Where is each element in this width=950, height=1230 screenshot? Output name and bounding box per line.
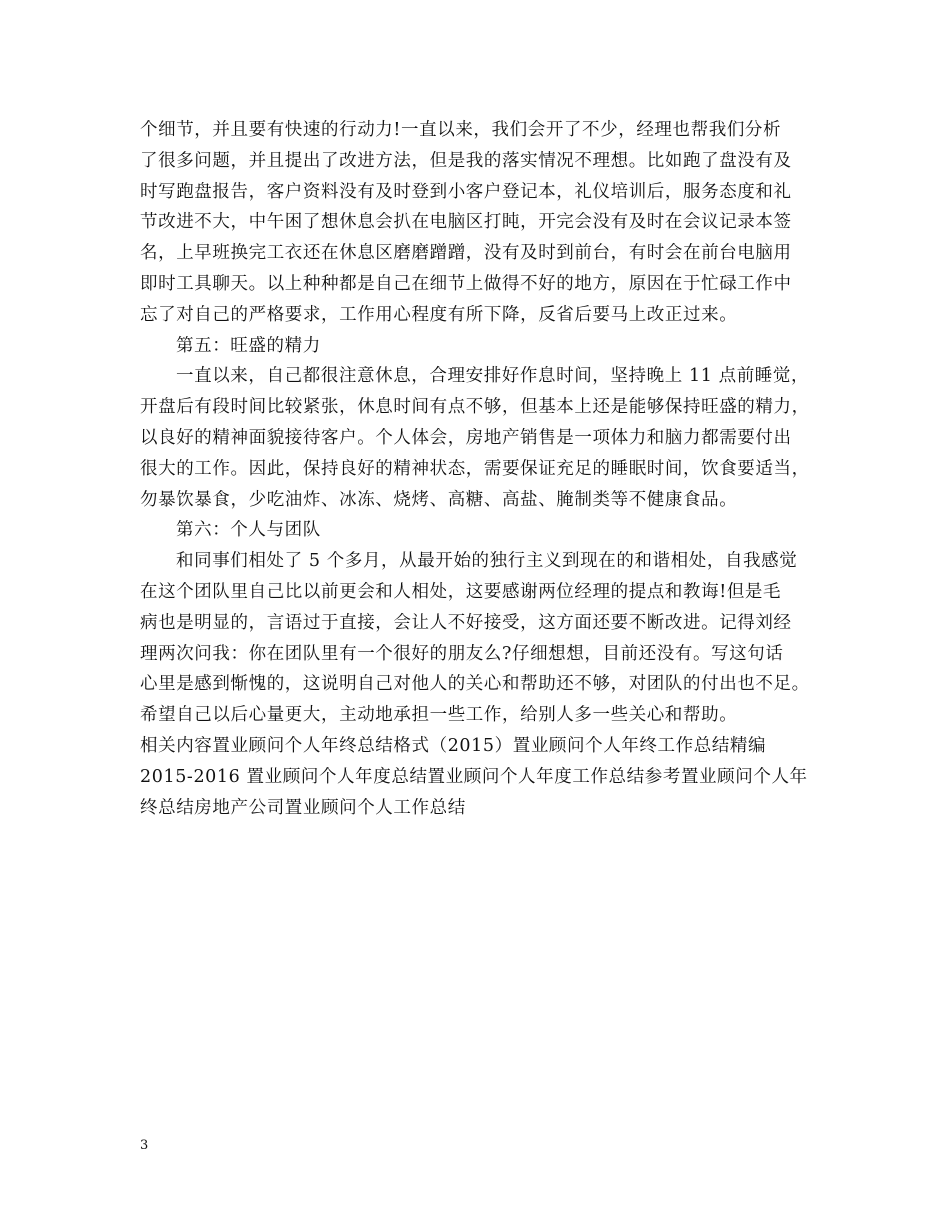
text-line: 时写跑盘报告，客户资料没有及时登到小客户登记本，礼仪培训后，服务态度和礼 [140, 181, 792, 202]
text-line: 即时工具聊天。以上种种都是自己在细节上做得不好的地方，原因在于忙碌工作中 [140, 273, 792, 294]
text-line: 心里是感到惭愧的，这说明自己对他人的关心和帮助还不够，对团队的付出也不足。 [140, 674, 810, 695]
page-number: 3 [140, 1138, 149, 1153]
text-line: 在这个团队里自己比以前更会和人相处，这要感谢两位经理的提点和教诲!但是毛 [140, 581, 782, 602]
section-heading: 第五：旺盛的精力 [176, 335, 321, 356]
text-line: 开盘后有段时间比较紧张，休息时间有点不够，但基本上还是能够保持旺盛的精力， [140, 397, 810, 418]
text-line: 和同事们相处了 5 个多月，从最开始的独行主义到现在的和谐相处，自我感觉 [176, 551, 798, 572]
related-content-line: 2015-2016 置业顾问个人年度总结置业顾问个人年度工作总结参考置业顾问个人年 [140, 766, 808, 787]
text-line: 了很多问题，并且提出了改进方法，但是我的落实情况不理想。比如跑了盘没有及 [140, 150, 792, 171]
text-line: 以良好的精神面貌接待客户。个人体会，房地产销售是一项体力和脑力都需要付出 [140, 427, 792, 448]
text-line: 节改进不大，中午困了想休息会扒在电脑区打盹，开完会没有及时在会议记录本签 [140, 212, 792, 233]
text-line: 理两次问我：你在团队里有一个很好的朋友么?仔细想想，目前还没有。写这句话 [140, 643, 784, 664]
text-line: 病也是明显的，言语过于直接，会让人不好接受，这方面还要不断改进。记得刘经 [140, 612, 792, 633]
related-content-line: 相关内容置业顾问个人年终总结格式（2015）置业顾问个人年终工作总结精编 [140, 735, 767, 756]
document-body [140, 115, 820, 823]
text-line: 个细节，并且要有快速的行动力!一直以来，我们会开了不少，经理也帮我们分析 [140, 120, 782, 140]
text-line: 忘了对自己的严格要求，工作用心程度有所下降，反省后要马上改正过来。 [140, 304, 738, 325]
related-content-line: 终总结房地产公司置业顾问个人工作总结 [140, 797, 466, 818]
text-line: 希望自己以后心量更大，主动地承担一些工作，给别人多一些关心和帮助。 [140, 705, 738, 726]
section-heading: 第六：个人与团队 [176, 520, 321, 541]
text-line: 名，上早班换完工衣还在休息区磨磨蹭蹭，没有及时到前台，有时会在前台电脑用 [140, 243, 792, 264]
text-line: 一直以来，自己都很注意休息，合理安排好作息时间，坚持晚上 11 点前睡觉， [176, 366, 810, 387]
text-line: 很大的工作。因此，保持良好的精神状态，需要保证充足的睡眠时间，饮食要适当， [140, 458, 810, 479]
text-line: 勿暴饮暴食，少吃油炸、冰冻、烧烤、高糖、高盐、腌制类等不健康食品。 [140, 489, 738, 510]
